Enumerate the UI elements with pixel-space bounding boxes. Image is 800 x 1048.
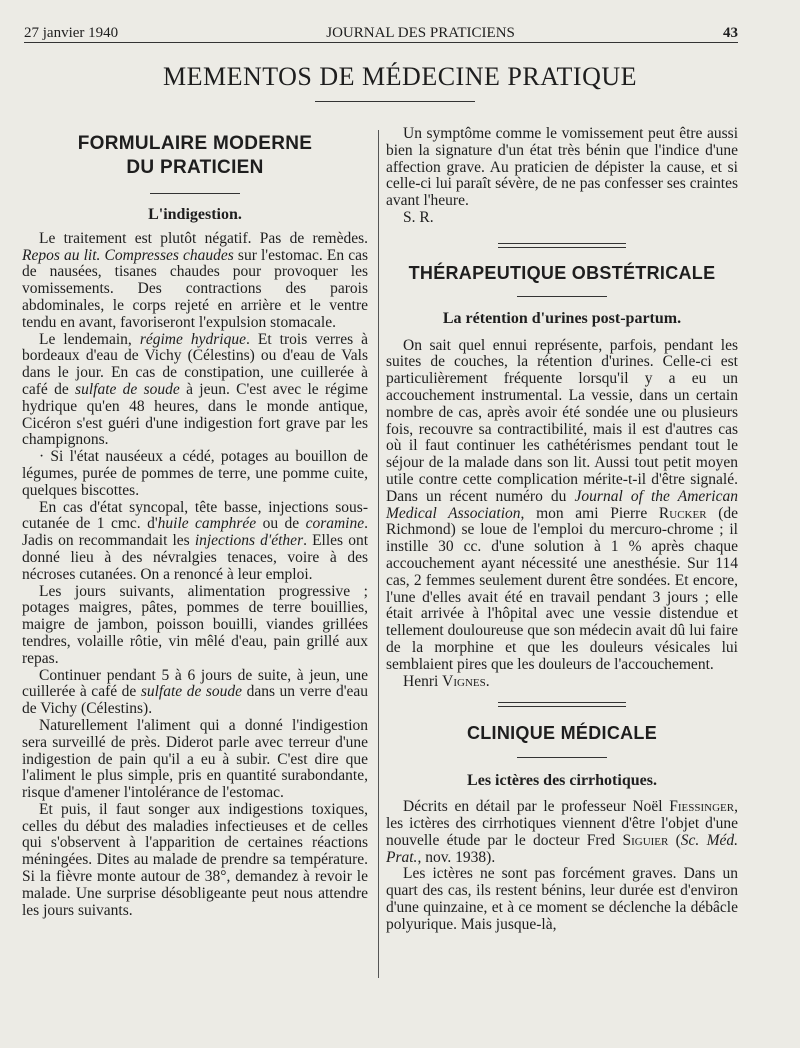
column-divider <box>378 130 379 978</box>
page-title: MEMENTOS DE MÉDECINE PRATIQUE <box>162 62 638 91</box>
page-number: 43 <box>722 25 738 41</box>
right-column <box>386 126 738 933</box>
signature: S. R. <box>403 208 434 226</box>
double-rule <box>498 702 626 707</box>
header-rule <box>24 42 738 43</box>
paragraph: Naturellement l'aliment qui a donné l'indigestion sera surveillé de près. Diderot parle avec terreur d'une indigestion de pain qu'il a eu à subir. C'est dire que l'aliment le plus simple, pris en quantité surabondante, risque d'amener l'intolérance de l'estomac. <box>22 716 368 802</box>
left-column <box>22 126 368 919</box>
article-title-retention: La rétention d'urines post-partum. <box>442 309 682 327</box>
issue-date: 27 janvier 1940 <box>24 25 119 41</box>
section-rule <box>517 296 607 297</box>
journal-name: JOURNAL DES PRATICIENS <box>326 25 515 41</box>
section-heading-therapeutique: THÉRAPEUTIQUE OBSTÉTRICALE <box>408 262 716 283</box>
paragraph: · Si l'état nauséeux a cédé, potages au bouillon de légumes, purée de pommes de terre, une pomme cuite, quelques biscottes. <box>22 448 368 499</box>
paragraph: Les ictères ne sont pas forcément graves. Dans un quart des cas, ils restent bénins, leur durée est d'environ d'une quinzaine, et à ce moment se déclenche la débâcle polyurique. Mais jusque-là, <box>386 865 738 933</box>
article-title-indigestion: L'indigestion. <box>148 206 242 223</box>
article-title-icteres: Les ictères des cirrhotiques. <box>467 772 657 790</box>
paragraph: Les jours suivants, alimentation progressive ; potages maigres, pâtes, pommes de terre bouillies, maigre de jambon, poisson bouilli, viandes grillées tendres, volaille rôtie, vin mêlé d'eau, pain grillé aux repas. <box>22 582 368 667</box>
signature: Henri Vignes. <box>403 672 490 690</box>
paragraph: Le lendemain, régime hydrique. Et trois verres à bordeaux d'eau de Vichy (Célestins) ou d'eau de Vals dans le jour. En cas de constipation, une cuillerée à café de sulfate de soude à jeun. C'est avec le régime hydrique qu'en 48 heures, dans le monde antique, Cicéron s'est guéri d'une indigestion fort grave par les champignons. <box>22 330 369 449</box>
heading-line: DU PRATICIEN <box>126 157 264 178</box>
paragraph: Continuer pendant 5 à 6 jours de suite, à jeun, une cuillerée à café de sulfate de soude dans un verre d'eau de Vichy (Célestins). <box>22 666 369 718</box>
section-rule <box>517 757 607 758</box>
paragraph: Et puis, il faut songer aux indigestions toxiques, celles du début des maladies infectieuses et de celles qui s'observent à l'apparition de certaines réactions méningées. Dites au malade de prendre sa température. Si la fièvre monte autour de 38°, demandez à revoir le malade. Une surprise désobligeante peut nous attendre les jours suivants. <box>22 800 368 919</box>
section-heading-formulaire <box>22 132 368 180</box>
double-rule <box>498 243 626 248</box>
paragraph: On sait quel ennui représente, parfois, pendant les suites de couches, la rétention d'urines. Celle-ci est particulièrement fréquente lorsqu'il y a eu un accouchement instrumental. La vessie, dans un certain nombre de cas, après avoir été sondée une ou plusieurs fois, recouvre sa contractibilité, mais il est d'autres cas où il faut continuer les cathétérismes pendant tout le séjour de la malade dans son lit. Aussi tout petit moyen utile contre cette complication mérite-t-il d'être signalé. Dans un récent numéro du Journal of the American Medical Association, mon ami Pierre Rucker (de Richmond) se loue de l'emploi du mercuro-chrome ; il instille 30 cc. d'une solution à 1 % après chaque accouchement ayant nécessité une anesthésie. Sur 114 cas, 2 femmes seulement durent être sondées. Et encore, l'une d'elles avait été en travail pendant 3 jours ; elle était arrivée à l'hôpital avec une vessie distendue et tellement douloureuse que son médecin avait dû lui faire de la morphine et que les douleurs vésicales lui semblaient pires que les douleurs de l'accouchement. <box>386 336 738 673</box>
paragraph: Décrits en détail par le professeur Noël Fiessinger, les ictères des cirrhotiques viennent d'être l'objet d'une nouvelle étude par le docteur Fred Siguier (Sc. Méd. Prat., nov. 1938). <box>386 798 738 866</box>
paragraph: Un symptôme comme le vomissement peut être aussi bien la signature d'un état très bénin que l'indice d'une affection grave. Au praticien de dépister la cause, et si celle-ci lui paraît sévère, de ne pas confesser ses craintes avant l'heure. <box>386 125 738 210</box>
title-rule <box>315 101 475 102</box>
running-head <box>24 18 738 42</box>
paragraph: En cas d'état syncopal, tête basse, injections sous-cutanée de 1 cmc. d'huile camphrée ou de coramine. Jadis on recommandait les injections d'éther. Elles ont donné lieu à des névralgies tenaces, voire à des nécroses cutanées. On a renoncé à leur emploi. <box>22 498 368 583</box>
paragraph: Le traitement est plutôt négatif. Pas de remèdes. Repos au lit. Compresses chaudes sur l'estomac. En cas de nausées, tisanes chaudes pour provoquer les vomissements. Des contractions des parois abdominales, le corps rejeté en arrière et le ventre tendu en avant, favoriseront l'expulsion stomacale. <box>22 229 368 331</box>
section-rule <box>150 193 240 194</box>
section-heading-clinique: CLINIQUE MÉDICALE <box>466 723 658 744</box>
heading-line: FORMULAIRE MODERNE <box>77 133 313 154</box>
